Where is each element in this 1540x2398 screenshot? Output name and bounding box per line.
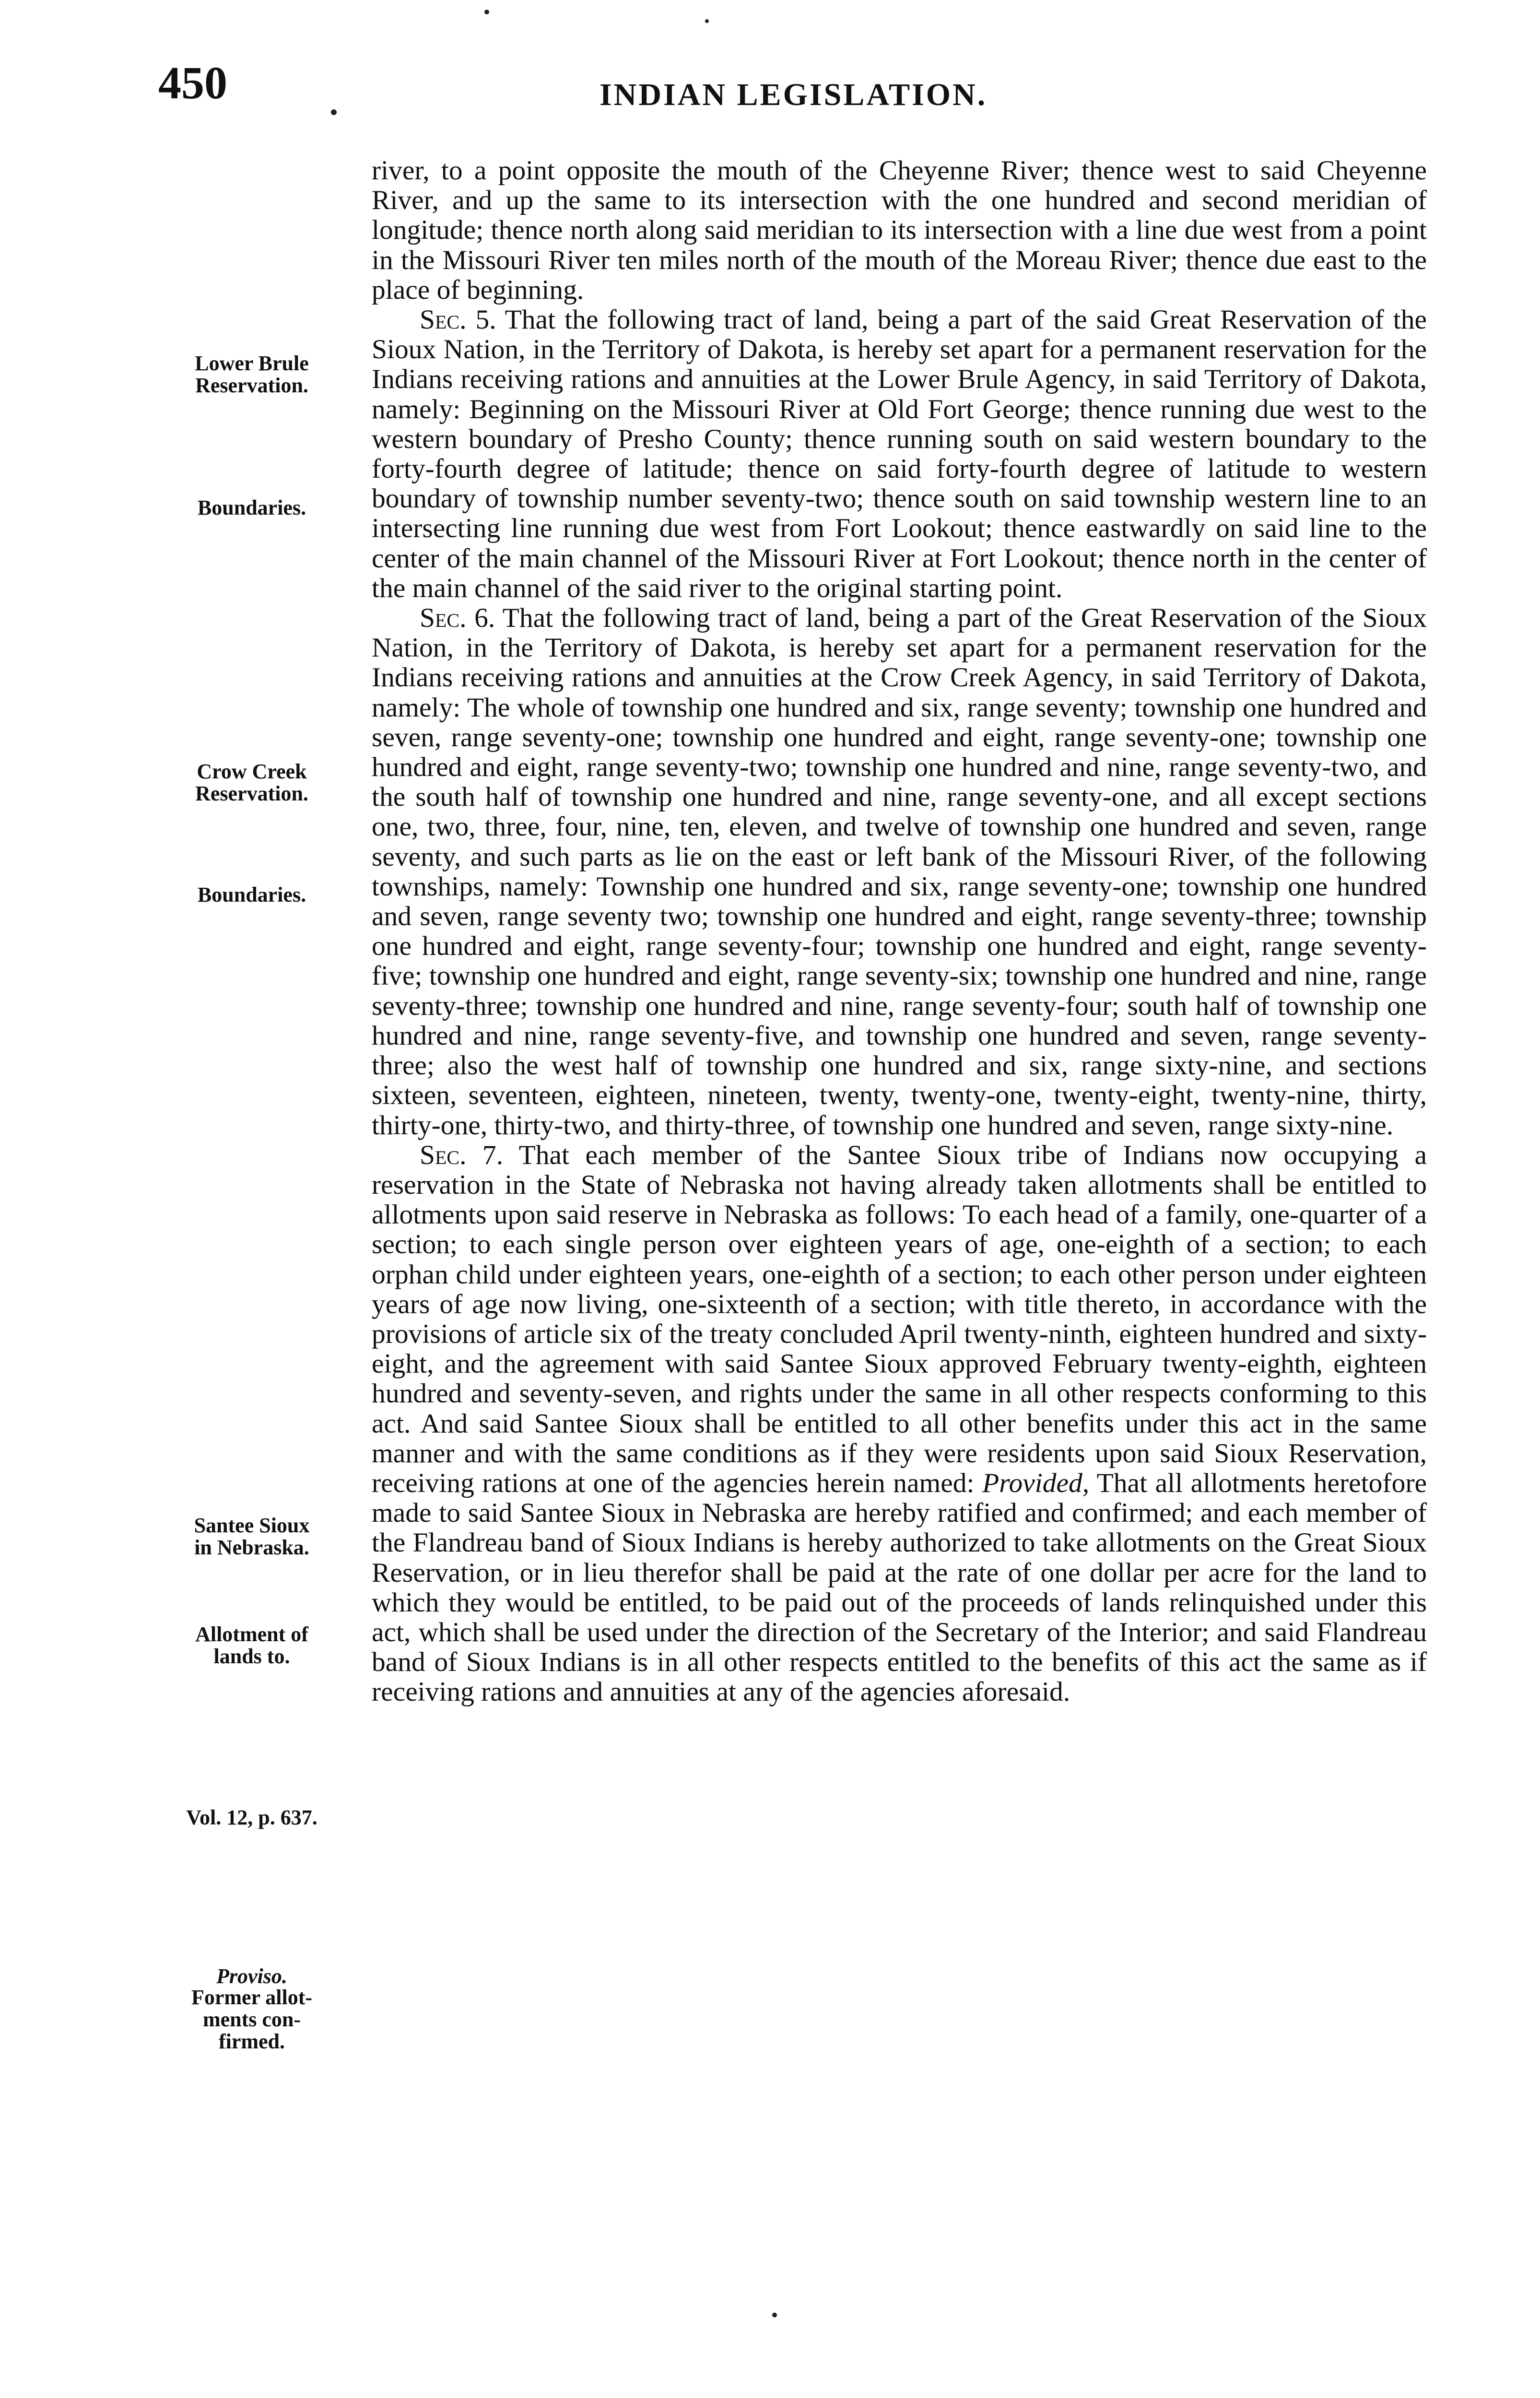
section-6-label: Sec. 6. [420, 603, 495, 634]
margin-note-boundaries-1: Boundaries. [197, 496, 306, 519]
margin-note-former-allotments: Former allot- ments con- firmed. [191, 1986, 313, 2053]
margin-note-allotment: Allotment of lands to. [195, 1622, 308, 1668]
running-title: INDIAN LEGISLATION. [600, 77, 987, 112]
section-7-text-a: That each member of the Santee Sioux tribe of Indians now occupying a reservation in the State of Nebraska not having already taken allotments shall be entitled to allotments upon said reserve in Nebraska as follows: To each head of a family, one-quarter of a section; to each single person over eighteen years of age, one-eighth of a section; to each orphan child under eighteen years, one-eighth of a section; to each other person under eighteen years of age now living, one-sixteenth of a section; with title thereto, in accordance with the provisions of article six of the treaty concluded April twenty-ninth, eighteen hundred and sixty-eight, and the agreement with said Santee Sioux approved February twenty-eighth, eighteen hundred and seventy-seven, and rights under the same in all other respects conforming to this act. And said Santee Sioux shall be entitled to all other benefits under this act in the same manner and with the same conditions as if they were residents upon said Sioux Reservation, receiving rations at one of the agencies herein named: [372, 1140, 1427, 1498]
section-6 [372, 603, 1427, 1140]
scan-speck [772, 2313, 777, 2317]
section-5-text: That the following tract of land, being a part of the said Great Reservation of the Sioux Nation, in the Territory of Dakota, is hereby set apart for a permanent reservation for the Indians receiving rations and annuities at the Lower Brule Agency, in said Territory of Dakota, namely: Beginning on the Missouri River at Old Fort George; thence running due west to the western boundary of Presho County; thence running south on said western boundary to the forty-fourth degree of latitude; thence on said forty-fourth degree of latitude to western boundary of township number seventy-two; thence south on said township western line to an intersecting line running due west from Fort Lookout; thence eastwardly on said line to the center of the main channel of the Missouri River at Fort Lookout; thence north in the center of the main channel of the said river to the original starting point. [372, 305, 1427, 603]
section-5 [372, 305, 1427, 603]
section-6-text: That the following tract of land, being a part of the Great Reservation of the Sioux Nation, in the Territory of Dakota, is hereby set apart for a permanent reservation for the Indians receiving rations and annuities at the Crow Creek Agency, in said Territory of Dakota, namely: The whole of township one hundred and six, range seventy; township one hundred and seven, range seventy-one; township one hundred and eight, range seventy-one; township one hundred and eight, range seventy-two; township one hundred and nine, range seventy-two, and the south half of township one hundred and nine, range seventy-one, and all except sections one, two, three, four, nine, ten, eleven, and twelve of township one hundred and seven, range seventy, and such parts as lie on the east or left bank of the Missouri River, of the following townships, namely: Township one hundred and six, range seventy-one; township one hundred and seven, range seventy two; township one hundred and eight, range seventy-three; township one hundred and eight, range seventy-four; township one hundred and eight, range seventy-five; township one hundred and eight, range seventy-six; township one hundred and nine, range seventy-three; township one hundred and nine, range seventy-four; south half of township one hundred and nine, range seventy-five, and township one hundred and seven, range seventy-three; also the west half of township one hundred and six, range sixty-nine, and sections sixteen, seventeen, eighteen, nineteen, twenty, twenty-one, twenty-eight, twenty-nine, thirty, thirty-one, thirty-two, and thirty-three, of township one hundred and seven, range sixty-nine. [372, 603, 1427, 1140]
section-5-label: Sec. 5. [420, 305, 496, 335]
page-number: 450 [158, 57, 227, 108]
margin-note-crow-creek: Crow Creek Reservation. [195, 760, 308, 805]
margin-note-boundaries-2: Boundaries. [197, 883, 306, 906]
paragraph-continuation: river, to a point opposite the mouth of the Cheyenne River; thence west to said Cheyenne River, and up the same to its intersection with the one hundred and second meridian of longitude; thence north along said meridian to its intersection with a line due west from a point in the Missouri River ten miles north of the mouth of the Moreau River; thence due east to the place of beginning. [372, 155, 1427, 305]
provided-word: Provided, [982, 1468, 1090, 1498]
section-7 [372, 1140, 1427, 1707]
section-7-text-b: That all allotments heretofore made to said Santee Sioux in Nebraska are hereby ratified and confirmed; and each member of the Flandreau band of Sioux Indians is hereby authorized to take allotments on the Great Sioux Reservation, or in lieu therefor shall be paid at the rate of one dollar per acre for the land to which they would be entitled, to be paid out of the proceeds of lands relinquished under this act, which shall be used under the direction of the Secretary of the Interior; and said Flandreau band of Sioux Indians is in all other respects entitled to the benefits of this act the same as if receiving rations and annuities at any of the agencies aforesaid. [372, 1468, 1427, 1707]
body-text [372, 156, 1427, 1707]
scan-speck [331, 109, 337, 115]
section-7-label: Sec. 7. [420, 1140, 504, 1170]
margin-note-santee-sioux: Santee Sioux in Nebraska. [194, 1514, 310, 1559]
margin-note-proviso: Proviso. [216, 1964, 287, 1988]
margin-note-lower-brule: Lower Brule Reservation. [195, 352, 309, 397]
scan-speck [484, 10, 489, 14]
margin-note-vol-ref: Vol. 12, p. 637. [186, 1806, 317, 1829]
scan-speck [705, 19, 709, 23]
